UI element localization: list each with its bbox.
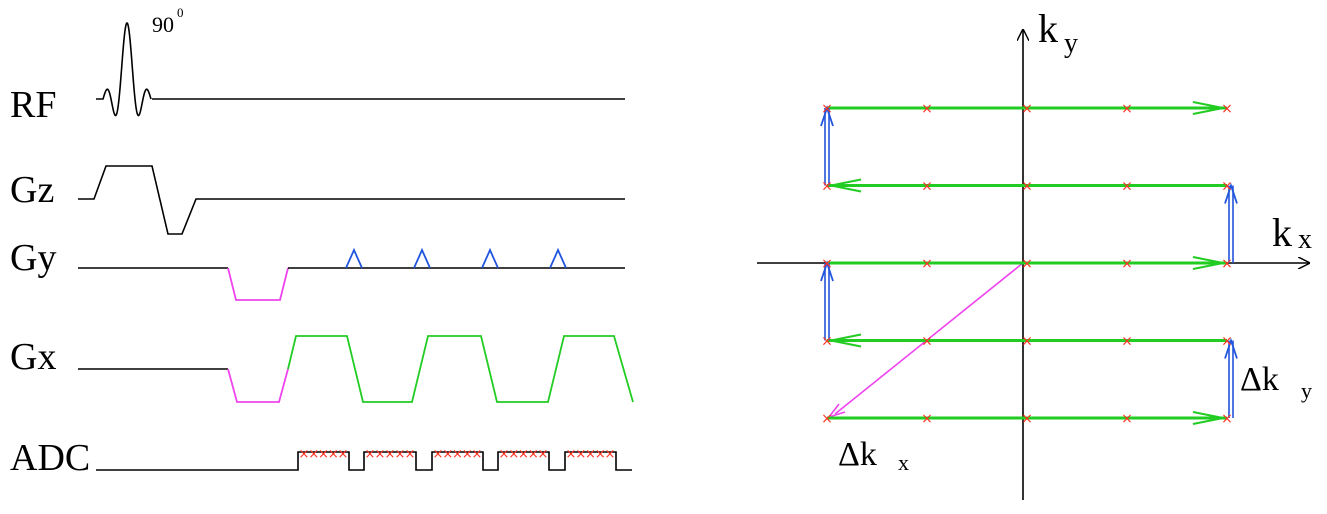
adc-sample-mark: × <box>384 447 396 462</box>
kspace-sample: × <box>1221 256 1233 272</box>
adc-sample-mark: × <box>518 447 529 462</box>
gx-readout <box>288 336 633 402</box>
kspace-sample: × <box>921 256 933 272</box>
adc-sample-mark: × <box>298 447 310 462</box>
kspace-sample: × <box>1021 178 1033 195</box>
kx-label: k <box>1272 210 1292 255</box>
delta-kx-label: Δk <box>838 436 877 473</box>
adc-sample-mark: × <box>364 447 376 462</box>
adc-sample-mark: × <box>337 447 349 462</box>
kspace-sample: × <box>921 101 933 117</box>
kspace-sample: × <box>1021 411 1033 427</box>
adc-sample-mark: × <box>498 447 510 462</box>
gy-prephase <box>228 268 288 300</box>
flip-angle-unit: 0 <box>177 5 184 20</box>
kspace-sample: × <box>1121 256 1133 272</box>
kspace-sample: × <box>821 256 833 272</box>
rf-label: RF <box>10 84 57 126</box>
kspace-sample: × <box>821 178 833 195</box>
kspace-sample: × <box>1021 333 1033 350</box>
delta-kx-sub: x <box>898 450 909 475</box>
gz-label: Gz <box>10 169 55 211</box>
kspace-sample: × <box>1121 333 1133 350</box>
kspace-sample: × <box>1221 101 1233 117</box>
ky-sub: y <box>1064 28 1078 59</box>
adc-sample-mark: × <box>575 447 587 462</box>
kspace-sample: × <box>921 333 933 350</box>
adc-sample-mark: × <box>537 447 549 462</box>
adc-sample-mark: × <box>471 447 483 462</box>
adc-sample-mark: × <box>604 447 616 462</box>
gx-prephase <box>228 369 288 402</box>
kspace-sample: × <box>1221 178 1233 195</box>
gz-waveform <box>78 166 625 234</box>
kspace-sample: × <box>1121 411 1133 427</box>
adc-sample-mark: × <box>527 447 539 462</box>
kx-sub: x <box>1298 224 1312 255</box>
kspace-sample: × <box>821 101 833 117</box>
adc-sample-mark: × <box>432 447 444 462</box>
kspace-sample: × <box>1221 411 1233 427</box>
rf-sinc-pulse <box>96 23 151 116</box>
gy-blips <box>346 250 566 268</box>
adc-sample-mark: × <box>452 447 463 462</box>
adc-sample-mark: × <box>318 447 329 462</box>
kspace-sample: × <box>821 411 833 427</box>
kspace-sample: × <box>1021 256 1033 272</box>
adc-sample-mark: × <box>594 447 606 462</box>
kspace-sample: × <box>921 411 933 427</box>
kspace-diagram <box>757 6 1312 500</box>
adc-sample-mark: × <box>585 447 596 462</box>
kspace-sample: × <box>821 333 833 350</box>
adc-sample-marks <box>299 447 616 462</box>
kspace-sample: × <box>921 178 933 195</box>
adc-sample-mark: × <box>404 447 416 462</box>
gy-label: Gy <box>10 237 57 279</box>
adc-sample-mark: × <box>461 447 473 462</box>
ky-label: k <box>1038 6 1058 51</box>
adc-sample-mark: × <box>308 447 320 462</box>
delta-ky-sub: y <box>1301 378 1312 403</box>
kspace-sample: × <box>1121 101 1133 117</box>
adc-label: ADC <box>10 437 91 479</box>
gx-label: Gx <box>10 336 57 378</box>
pulse-sequence <box>10 5 633 479</box>
kspace-sample: × <box>1021 101 1033 117</box>
delta-ky-label: Δk <box>1240 361 1279 398</box>
adc-sample-mark: × <box>394 447 406 462</box>
adc-sample-mark: × <box>442 447 454 462</box>
flip-angle-label: 90 <box>152 12 174 37</box>
adc-sample-mark: × <box>508 447 520 462</box>
kspace-sample: × <box>1221 333 1233 350</box>
adc-sample-mark: × <box>565 447 577 462</box>
kspace-sample: × <box>1121 178 1133 195</box>
adc-sample-mark: × <box>374 447 386 462</box>
adc-sample-mark: × <box>327 447 339 462</box>
